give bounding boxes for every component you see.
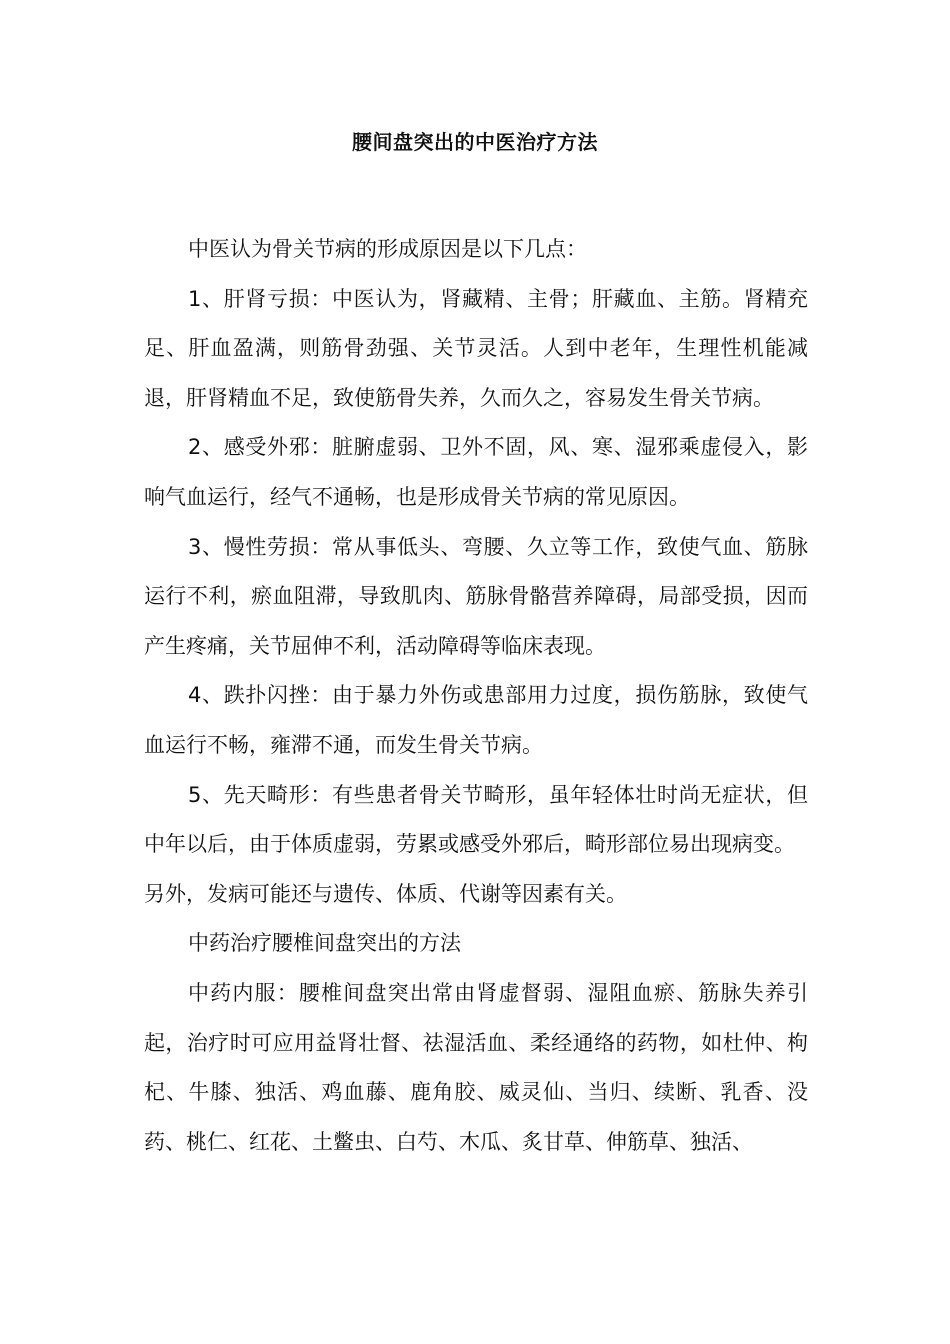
section-heading-treatment: 中药治疗腰椎间盘突出的方法 (188, 931, 461, 956)
paragraph-other-factors: 另外，发病可能还与遗传、体质、代谢等因素有关。 (144, 881, 627, 906)
paragraph-intro: 中医认为骨关节病的形成原因是以下几点： (188, 237, 587, 261)
paragraph-oral-medicine: 中药内服：腰椎间盘突出常由肾虚督弱、湿阻血瘀、筋脉失养引起，治疗时可应用益肾壮督、祛湿活血、柔经通络的药物，如杜仲、枸杞、牛膝、独活、鸡血藤、鹿角胶、威灵仙、当归、续断、乳香、没药、桃仁、红花、土鳖虫、白芍、木瓜、炙甘草、伸筋草、独活、 (144, 980, 808, 1154)
paragraph-cause-4: 4、跌扑闪挫：由于暴力外伤或患部用力过度，损伤筋脉，致使气血运行不畅，雍滞不通，而发生骨关节病。 (144, 683, 808, 757)
paragraph-cause-2: 2、感受外邪：脏腑虚弱、卫外不固，风、寒、湿邪乘虚侵入，影响气血运行，经气不通畅，也是形成骨关节病的常见原因。 (144, 435, 808, 509)
paragraph-cause-5: 5、先天畸形：有些患者骨关节畸形，虽年轻体壮时尚无症状，但中年以后，由于体质虚弱，劳累或感受外邪后，畸形部位易出现病变。 (144, 782, 808, 857)
paragraph-cause-1: 1、肝肾亏损：中医认为，肾藏精、主骨；肝藏血、主筋。肾精充足、肝血盈满，则筋骨劲强、关节灵活。人到中老年，生理性机能减退，肝肾精血不足，致使筋骨失养，久而久之，容易发生骨关节病。 (144, 286, 808, 410)
paragraph-cause-3: 3、慢性劳损：常从事低头、弯腰、久立等工作，致使气血、筋脉运行不利，瘀血阻滞，导致肌肉、筋脉骨骼营养障碍，局部受损，因而产生疼痛，关节屈伸不利，活动障碍等临床表现。 (144, 534, 808, 658)
document-title: 腰间盘突出的中医治疗方法 (352, 130, 598, 154)
document-body (144, 225, 808, 1167)
